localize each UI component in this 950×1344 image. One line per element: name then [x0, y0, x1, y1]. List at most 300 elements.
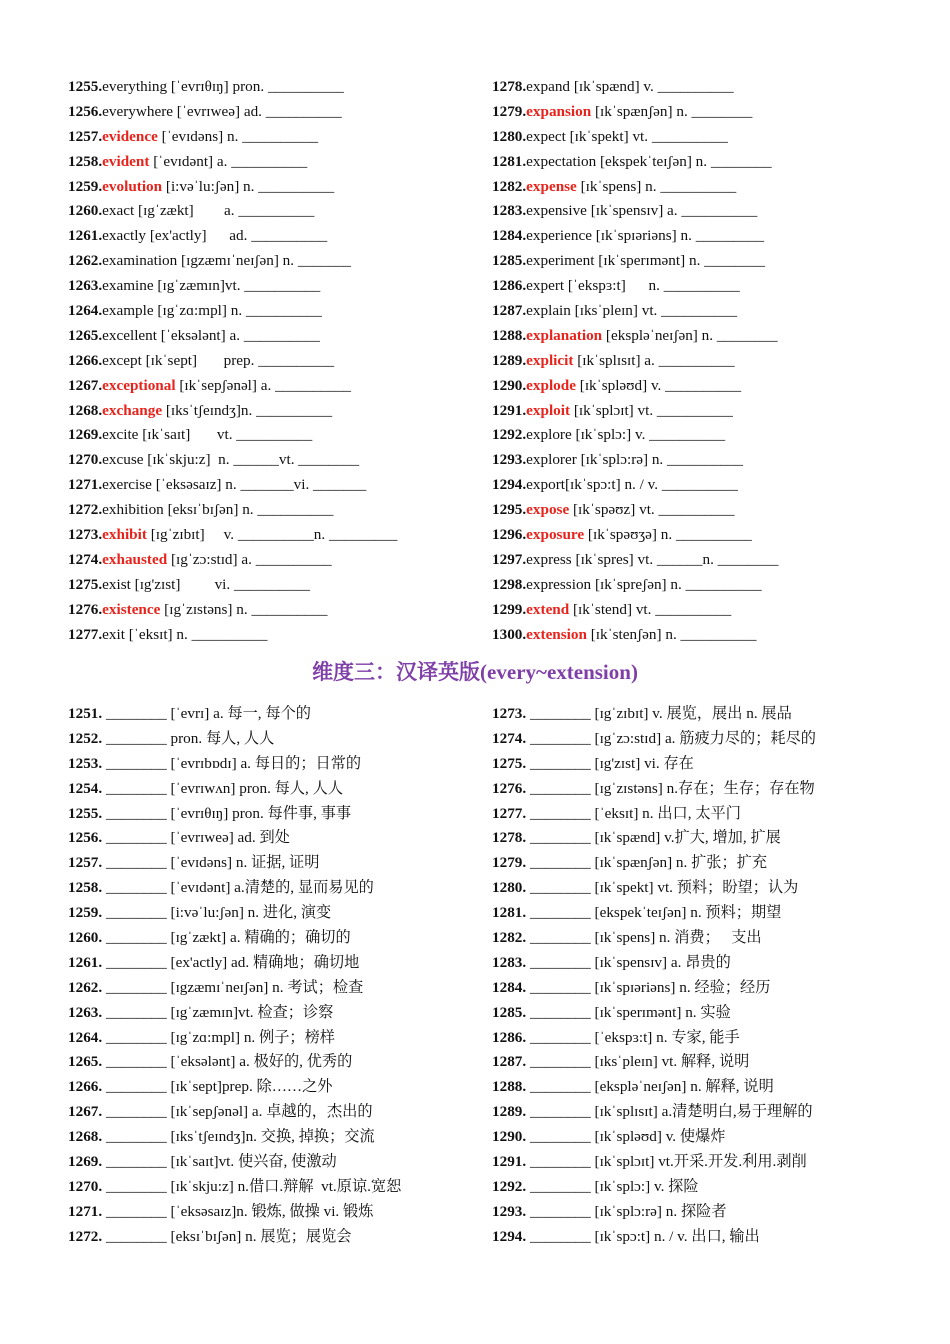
- vocab-entry: [68, 976, 468, 1001]
- entry-detail: [ˈeksələnt] a. __________: [156, 326, 320, 344]
- entry-number: 1259.: [68, 177, 103, 195]
- vocab-entry: [68, 448, 468, 473]
- entry-word: expand: [526, 78, 571, 95]
- entry-word: excite: [102, 426, 139, 444]
- vocab-entry: [492, 901, 892, 926]
- entry-detail: ________ [ɪkˈsepʃənəl] a. 卓越的，杰出的: [102, 1103, 373, 1121]
- entry-number: 1298.: [492, 575, 527, 593]
- entry-number: 1292.: [492, 1177, 527, 1195]
- entry-number: 1257.: [68, 854, 103, 872]
- entry-number: 1276.: [492, 779, 527, 797]
- entry-detail: ________ [ˈevɪdəns] n. 证据, 证明: [102, 854, 320, 872]
- entry-word: experience: [526, 227, 592, 245]
- section1-right-column: [492, 75, 892, 647]
- entry-detail: [ˈeksəsaɪz] n. _______vi. _______: [151, 476, 367, 494]
- vocab-entry: [68, 752, 468, 777]
- entry-detail: [ɪgˈzæmɪn]vt. __________: [153, 277, 321, 295]
- entry-word: except: [102, 351, 142, 369]
- entry-detail: ________ [ɪgˈzæmɪn]vt. 检查；诊察: [102, 1003, 334, 1021]
- vocab-entry: [492, 1026, 892, 1051]
- vocab-entry: [492, 199, 892, 224]
- vocab-entry: [492, 573, 892, 598]
- entry-number: 1258.: [68, 879, 103, 897]
- entry-number: 1277.: [492, 804, 527, 822]
- entry-word: expose: [526, 501, 570, 519]
- vocab-entry: [68, 1050, 468, 1075]
- vocab-entry: [68, 423, 468, 448]
- entry-number: 1289.: [492, 1103, 527, 1121]
- entry-detail: [ɪkˈspɔ:t] n. / v. __________: [564, 476, 738, 494]
- entry-number: 1269.: [68, 426, 103, 444]
- vocab-entry: [68, 1026, 468, 1051]
- entry-number: 1291.: [492, 401, 527, 419]
- entry-detail: ________ [ˈevrɪwʌn] pron. 每人, 人人: [102, 779, 344, 797]
- entry-word: expression: [526, 575, 592, 593]
- vocab-entry: [68, 876, 468, 901]
- entry-number: 1289.: [492, 351, 527, 369]
- entry-word: extension: [526, 625, 587, 643]
- entry-number: 1260.: [68, 929, 103, 947]
- entry-detail: [ɪgˈzɪbɪt] v. __________n. _________: [146, 526, 398, 544]
- vocab-entry: [492, 423, 892, 448]
- entry-number: 1273.: [68, 526, 103, 544]
- entry-word: exactly: [102, 227, 147, 245]
- entry-word: exist: [102, 575, 131, 593]
- vocab-entry: [68, 299, 468, 324]
- entry-number: 1281.: [492, 152, 527, 170]
- entry-number: 1296.: [492, 526, 527, 544]
- vocab-entry: [68, 901, 468, 926]
- entry-word: excuse: [102, 451, 144, 469]
- vocab-entry: [68, 598, 468, 623]
- entry-number: 1261.: [68, 227, 103, 245]
- vocab-entry: [492, 324, 892, 349]
- entry-number: 1251.: [68, 705, 103, 722]
- entry-number: 1282.: [492, 177, 527, 195]
- entry-detail: [ɪgˈzɑ:mpl] n. __________: [153, 302, 322, 320]
- vocab-entry: [68, 523, 468, 548]
- entry-number: 1294.: [492, 1227, 527, 1245]
- entry-number: 1265.: [68, 1053, 103, 1071]
- entry-detail: ________ [ˈekspɜ:t] n. 专家, 能手: [526, 1028, 740, 1046]
- entry-number: 1263.: [68, 1003, 103, 1021]
- entry-word: exposure: [526, 526, 585, 544]
- entry-word: evident: [102, 152, 150, 170]
- entry-word: exit: [102, 625, 125, 643]
- entry-number: 1282.: [492, 929, 527, 947]
- vocab-entry: [492, 75, 892, 100]
- entry-number: 1256.: [68, 829, 103, 847]
- vocab-entry: [492, 802, 892, 827]
- entry-detail: [ɪkˈspens] n. __________: [576, 177, 737, 195]
- entry-detail: ________ [ɪgzæmɪˈneɪʃən] n. 考试；检查: [102, 978, 364, 996]
- entry-detail: [ˈevɪdəns] n. __________: [157, 127, 319, 145]
- vocab-entry: [492, 448, 892, 473]
- entry-detail: [ɪkˈspləʊd] v. __________: [575, 376, 742, 394]
- entry-word: exact: [102, 202, 135, 220]
- vocab-entry: [492, 1175, 892, 1200]
- vocab-entry: [492, 727, 892, 752]
- vocab-entry: [492, 598, 892, 623]
- entry-number: 1284.: [492, 227, 527, 245]
- entry-detail: [ˈeksɪt] n. __________: [124, 625, 268, 643]
- entry-detail: [ˈekspɜ:t] n. __________: [564, 277, 740, 295]
- entry-number: 1264.: [68, 302, 103, 320]
- entry-detail: ________ [ɪkˈspekt] vt. 预料；盼望；认为: [526, 879, 799, 897]
- entry-word: exploit: [526, 401, 571, 419]
- entry-detail: [ekspekˈteɪʃən] n. ________: [596, 152, 772, 170]
- entry-number: 1288.: [492, 1078, 527, 1096]
- entry-number: 1295.: [492, 501, 527, 519]
- vocab-entry: [492, 274, 892, 299]
- entry-detail: ________ [ˈeksəsaɪz]n. 锻炼, 做操 vi. 锻炼: [102, 1202, 374, 1220]
- vocab-entry: [68, 224, 468, 249]
- entry-detail: ________ [ɪkˈspænʃən] n. 扩张；扩充: [526, 854, 768, 872]
- vocab-entry: [68, 702, 468, 727]
- entry-detail: [ɪkˈspreʃən] n. __________: [591, 575, 762, 593]
- entry-number: 1294.: [492, 476, 527, 494]
- vocab-entry: [492, 299, 892, 324]
- vocab-entry: [68, 374, 468, 399]
- entry-detail: ________ [ɪkˈspləʊd] v. 使爆炸: [526, 1128, 726, 1146]
- entry-number: 1273.: [492, 705, 527, 722]
- entry-detail: [ˈevrɪweə] ad. __________: [173, 102, 342, 120]
- vocab-entry: [492, 150, 892, 175]
- entry-number: 1293.: [492, 451, 527, 469]
- entry-number: 1275.: [68, 575, 103, 593]
- entry-number: 1300.: [492, 625, 527, 643]
- entry-number: 1268.: [68, 1128, 103, 1146]
- vocab-entry: [492, 548, 892, 573]
- entry-detail: [ekspləˈneɪʃən] n. ________: [602, 326, 778, 344]
- entry-word: expansion: [526, 102, 592, 120]
- entry-word: existence: [102, 600, 161, 618]
- entry-detail: [ɪkˈspænʃən] n. ________: [591, 102, 753, 120]
- entry-number: 1287.: [492, 1053, 527, 1071]
- vocab-entry: [492, 399, 892, 424]
- entry-word: everywhere: [102, 102, 173, 120]
- entry-word: explode: [526, 376, 576, 394]
- entry-detail: ________ [ˈevrɪweə] ad. 到处: [102, 829, 290, 847]
- entry-number: 1275.: [492, 754, 527, 772]
- entry-number: 1264.: [68, 1028, 103, 1046]
- vocab-entry: [492, 702, 892, 727]
- vocab-entry: [68, 1100, 468, 1125]
- entry-detail: ________ [ex'actly] ad. 精确地；确切地: [102, 953, 360, 971]
- entry-word: expect: [526, 127, 566, 145]
- entry-detail: [ɪkˈsplɔɪt] vt. __________: [570, 401, 733, 419]
- vocab-entry: [492, 826, 892, 851]
- vocab-entry: [492, 1125, 892, 1150]
- entry-number: 1266.: [68, 1078, 103, 1096]
- entry-word: explore: [526, 426, 572, 444]
- entry-number: 1281.: [492, 904, 527, 922]
- vocab-entry: [68, 100, 468, 125]
- entry-number: 1286.: [492, 277, 527, 295]
- vocab-entry: [68, 1200, 468, 1225]
- entry-detail: [ˈevrɪθɪŋ] pron. __________: [167, 78, 344, 95]
- vocab-entry: [492, 777, 892, 802]
- entry-detail: ________ [ɪg'zɪst] vi. 存在: [526, 754, 694, 772]
- entry-number: 1277.: [68, 625, 103, 643]
- vocab-entry: [68, 349, 468, 374]
- entry-number: 1284.: [492, 978, 527, 996]
- entry-detail: ________ [ˈevɪdənt] a.清楚的, 显而易见的: [102, 879, 374, 897]
- entry-word: expert: [526, 277, 565, 295]
- entry-number: 1257.: [68, 127, 103, 145]
- entry-number: 1271.: [68, 476, 103, 494]
- entry-detail: [ˈevɪdənt] a. __________: [149, 152, 308, 170]
- entry-word: explorer: [526, 451, 577, 469]
- entry-detail: ________ [ɪkˈspænd] v.扩大, 增加, 扩展: [526, 829, 781, 847]
- vocab-entry: [492, 523, 892, 548]
- entry-word: examine: [102, 277, 154, 295]
- entry-detail: [i:vəˈlu:ʃən] n. __________: [162, 177, 335, 195]
- vocab-entry: [68, 399, 468, 424]
- vocab-entry: [492, 876, 892, 901]
- entry-number: 1278.: [492, 78, 527, 95]
- entry-detail: [ɪkˈsaɪt] vt. __________: [138, 426, 313, 444]
- entry-number: 1293.: [492, 1202, 527, 1220]
- entry-word: exhibit: [102, 526, 147, 544]
- entry-number: 1270.: [68, 1177, 103, 1195]
- entry-number: 1259.: [68, 904, 103, 922]
- entry-word: exhausted: [102, 550, 168, 568]
- entry-number: 1253.: [68, 754, 103, 772]
- entry-detail: [ɪksˈpleɪn] vt. __________: [570, 302, 738, 320]
- section-heading: 维度三：汉译英版(every~extension): [312, 660, 638, 684]
- entry-detail: ________ [ˈevrɪbɒdɪ] a. 每日的；日常的: [102, 754, 362, 772]
- entry-word: export: [526, 476, 565, 494]
- entry-word: expense: [526, 177, 577, 195]
- section2-right-column: [492, 702, 892, 1250]
- entry-detail: [ɪkˈsplɔ:] v. __________: [571, 426, 726, 444]
- entry-number: 1266.: [68, 351, 103, 369]
- vocab-entry: [68, 1150, 468, 1175]
- vocab-entry: [492, 976, 892, 1001]
- entry-detail: [ɪkˈspres] vt. ______n. ________: [571, 550, 779, 568]
- entry-detail: ________ [ɪkˈspɪəriəns] n. 经验；经历: [526, 978, 771, 996]
- entry-detail: ________ [ɪkˈsplɔɪt] vt.开采.开发.利用.剥削: [526, 1153, 807, 1171]
- entry-detail: ________ [ɪkˈsplɔ:rə] n. 探险者: [526, 1202, 727, 1220]
- entry-detail: ________ [ɪkˈsperɪmənt] n. 实验: [526, 1003, 731, 1021]
- entry-word: express: [526, 550, 572, 568]
- entry-detail: [ɪkˈstenʃən] n. __________: [586, 625, 757, 643]
- entry-number: 1254.: [68, 779, 103, 797]
- entry-detail: [ɪkˈstend] vt. __________: [569, 600, 732, 618]
- vocab-entry: [492, 752, 892, 777]
- vocab-entry: [492, 926, 892, 951]
- vocab-entry: [68, 324, 468, 349]
- vocab-entry: [68, 802, 468, 827]
- entry-detail: [ɪg'zɪst] vi. __________: [130, 575, 310, 593]
- entry-detail: ________ [ˈeksɪt] n. 出口, 太平门: [526, 804, 741, 822]
- entry-detail: [eksɪˈbɪʃən] n. __________: [163, 501, 334, 519]
- entry-word: exchange: [102, 401, 163, 419]
- entry-word: evidence: [102, 127, 158, 145]
- entry-word: explicit: [526, 351, 574, 369]
- vocab-entry: [492, 125, 892, 150]
- entry-number: 1262.: [68, 252, 103, 270]
- entry-detail: [ɪkˈsepʃənəl] a. __________: [175, 376, 352, 394]
- entry-detail: ________ [ɪkˈsplɔ:] v. 探险: [526, 1177, 699, 1195]
- entry-number: 1287.: [492, 302, 527, 320]
- entry-number: 1269.: [68, 1153, 103, 1171]
- entry-detail: ________ [ɪgˈzɪstəns] n.存在；生存；存在物: [526, 779, 815, 797]
- vocab-entry: [492, 1001, 892, 1026]
- entry-number: 1276.: [68, 600, 103, 618]
- entry-number: 1290.: [492, 376, 527, 394]
- vocab-entry: [492, 498, 892, 523]
- vocab-entry: [68, 125, 468, 150]
- vocab-entry: [68, 473, 468, 498]
- entry-detail: ________ [ekspekˈteɪʃən] n. 预料；期望: [526, 904, 782, 922]
- entry-number: 1283.: [492, 202, 527, 220]
- vocab-entry: [68, 573, 468, 598]
- vocab-entry: [68, 951, 468, 976]
- entry-number: 1258.: [68, 152, 103, 170]
- entry-detail: ________ [eksɪˈbɪʃən] n. 展览；展览会: [102, 1227, 352, 1245]
- entry-word: experiment: [526, 252, 595, 270]
- vocab-entry: [68, 274, 468, 299]
- vocab-entry: [68, 777, 468, 802]
- vocab-entry: [68, 623, 468, 648]
- entry-detail: ________ [i:vəˈlu:ʃən] n. 进化, 演变: [102, 904, 332, 922]
- entry-number: 1272.: [68, 501, 103, 519]
- entry-number: 1292.: [492, 426, 527, 444]
- vocab-entry: [68, 150, 468, 175]
- entry-number: 1279.: [492, 102, 527, 120]
- entry-detail: ________ [ɪgˈzækt] a. 精确的；确切的: [102, 929, 351, 947]
- entry-detail: [ɪkˈspəʊʒə] n. __________: [584, 526, 752, 544]
- entry-number: 1261.: [68, 953, 103, 971]
- vocab-entry: [68, 548, 468, 573]
- entry-number: 1285.: [492, 252, 527, 270]
- entry-number: 1263.: [68, 277, 103, 295]
- vocab-entry: [492, 175, 892, 200]
- entry-detail: ________ [ɪkˈsplɪsɪt] a.清楚明白,易于理解的: [526, 1103, 813, 1121]
- vocab-entry: [68, 175, 468, 200]
- entry-detail: ________ [ɪkˈspens] n. 消费； 支出: [526, 929, 762, 947]
- vocab-entry: [68, 926, 468, 951]
- entry-number: 1299.: [492, 600, 527, 618]
- entry-word: example: [102, 302, 154, 320]
- entry-detail: ________ [ɪkˈsept]prep. 除……之外: [102, 1078, 333, 1096]
- vocab-entry: [68, 1001, 468, 1026]
- entry-number: 1274.: [68, 550, 103, 568]
- vocab-entry: [68, 1075, 468, 1100]
- entry-word: exercise: [102, 476, 152, 494]
- vocab-entry: [492, 249, 892, 274]
- section2-left-column: [68, 702, 468, 1250]
- vocab-entry: [68, 75, 468, 100]
- vocab-entry: [68, 498, 468, 523]
- vocab-entry: [68, 1125, 468, 1150]
- entry-number: 1297.: [492, 550, 527, 568]
- entry-word: extend: [526, 600, 570, 618]
- vocab-entry: [492, 851, 892, 876]
- entry-detail: [ɪkˈspensɪv] a. __________: [586, 202, 758, 220]
- vocab-entry: [492, 224, 892, 249]
- vocab-entry: [492, 374, 892, 399]
- entry-detail: [ɪkˈsplɪsɪt] a. __________: [573, 351, 735, 369]
- entry-detail: [ɪkˈspəʊz] vt. __________: [569, 501, 735, 519]
- entry-detail: ________ [ɪkˈspɔ:t] n. / v. 出口, 输出: [526, 1227, 760, 1245]
- entry-detail: [ɪgˈzækt] a. __________: [134, 202, 315, 220]
- entry-number: 1272.: [68, 1227, 103, 1245]
- entry-detail: [ɪkˈspænd] v. __________: [570, 78, 734, 95]
- vocab-entry: [492, 349, 892, 374]
- entry-number: 1255.: [68, 78, 103, 95]
- entry-detail: [ɪgˈzɪstəns] n. __________: [160, 600, 328, 618]
- entry-word: explanation: [526, 326, 603, 344]
- entry-detail: ________ [ɪkˈskju:z] n.借口.辩解 vt.原谅.宽恕: [102, 1177, 402, 1195]
- entry-number: 1256.: [68, 102, 103, 120]
- vocab-entry: [68, 199, 468, 224]
- entry-detail: ________ [ɪksˈtʃeɪndʒ]n. 交换, 掉换；交流: [102, 1128, 375, 1146]
- entry-detail: [ɪgzæmɪˈneɪʃən] n. _______: [177, 252, 352, 270]
- vocab-entry: [492, 473, 892, 498]
- vocab-entry: [68, 1225, 468, 1250]
- entry-detail: [ɪkˈspekt] vt. __________: [565, 127, 728, 145]
- entry-number: 1271.: [68, 1202, 103, 1220]
- entry-word: explain: [526, 302, 571, 320]
- vocab-entry: [492, 1200, 892, 1225]
- entry-word: expectation: [526, 152, 597, 170]
- entry-number: 1279.: [492, 854, 527, 872]
- vocab-entry: [492, 1150, 892, 1175]
- entry-word: evolution: [102, 177, 163, 195]
- entry-detail: ________ [ˈevrɪ] a. 每一, 每个的: [102, 705, 311, 722]
- entry-detail: [ex'actly] ad. __________: [146, 227, 328, 245]
- entry-number: 1283.: [492, 953, 527, 971]
- entry-number: 1280.: [492, 127, 527, 145]
- entry-number: 1252.: [68, 729, 103, 747]
- vocab-entry: [68, 826, 468, 851]
- entry-number: 1267.: [68, 376, 103, 394]
- entry-number: 1290.: [492, 1128, 527, 1146]
- vocab-entry: [68, 851, 468, 876]
- vocab-entry: [492, 1225, 892, 1250]
- entry-detail: ________ [ɪkˈspensɪv] a. 昂贵的: [526, 953, 731, 971]
- entry-number: 1262.: [68, 978, 103, 996]
- entry-detail: [ɪgˈzɔ:stɪd] a. __________: [167, 550, 332, 568]
- entry-detail: ________ [ɪgˈzɑ:mpl] n. 例子；榜样: [102, 1028, 335, 1046]
- entry-detail: ________ [ɪgˈzɔ:stɪd] a. 筋疲力尽的；耗尽的: [526, 729, 816, 747]
- entry-word: everything: [102, 78, 168, 95]
- vocab-entry: [68, 727, 468, 752]
- entry-number: 1255.: [68, 804, 103, 822]
- entry-detail: [ɪksˈtʃeɪndʒ]n. __________: [162, 401, 333, 419]
- entry-detail: ________ [ekspləˈneɪʃən] n. 解释, 说明: [526, 1078, 774, 1096]
- entry-word: excellent: [102, 326, 157, 344]
- vocab-entry: [492, 1075, 892, 1100]
- entry-detail: ________ pron. 每人, 人人: [102, 729, 275, 747]
- vocab-entry: [492, 623, 892, 648]
- entry-word: examination: [102, 252, 178, 270]
- entry-number: 1286.: [492, 1028, 527, 1046]
- vocab-entry: [492, 1050, 892, 1075]
- entry-number: 1278.: [492, 829, 527, 847]
- entry-number: 1285.: [492, 1003, 527, 1021]
- entry-number: 1265.: [68, 326, 103, 344]
- section1-left-column: [68, 75, 468, 647]
- entry-detail: [ɪkˈskju:z] n. ______vt. ________: [143, 451, 360, 469]
- entry-word: expensive: [526, 202, 587, 220]
- entry-word: exhibition: [102, 501, 164, 519]
- entry-detail: ________ [ˈeksələnt] a. 极好的, 优秀的: [102, 1053, 353, 1071]
- entry-number: 1280.: [492, 879, 527, 897]
